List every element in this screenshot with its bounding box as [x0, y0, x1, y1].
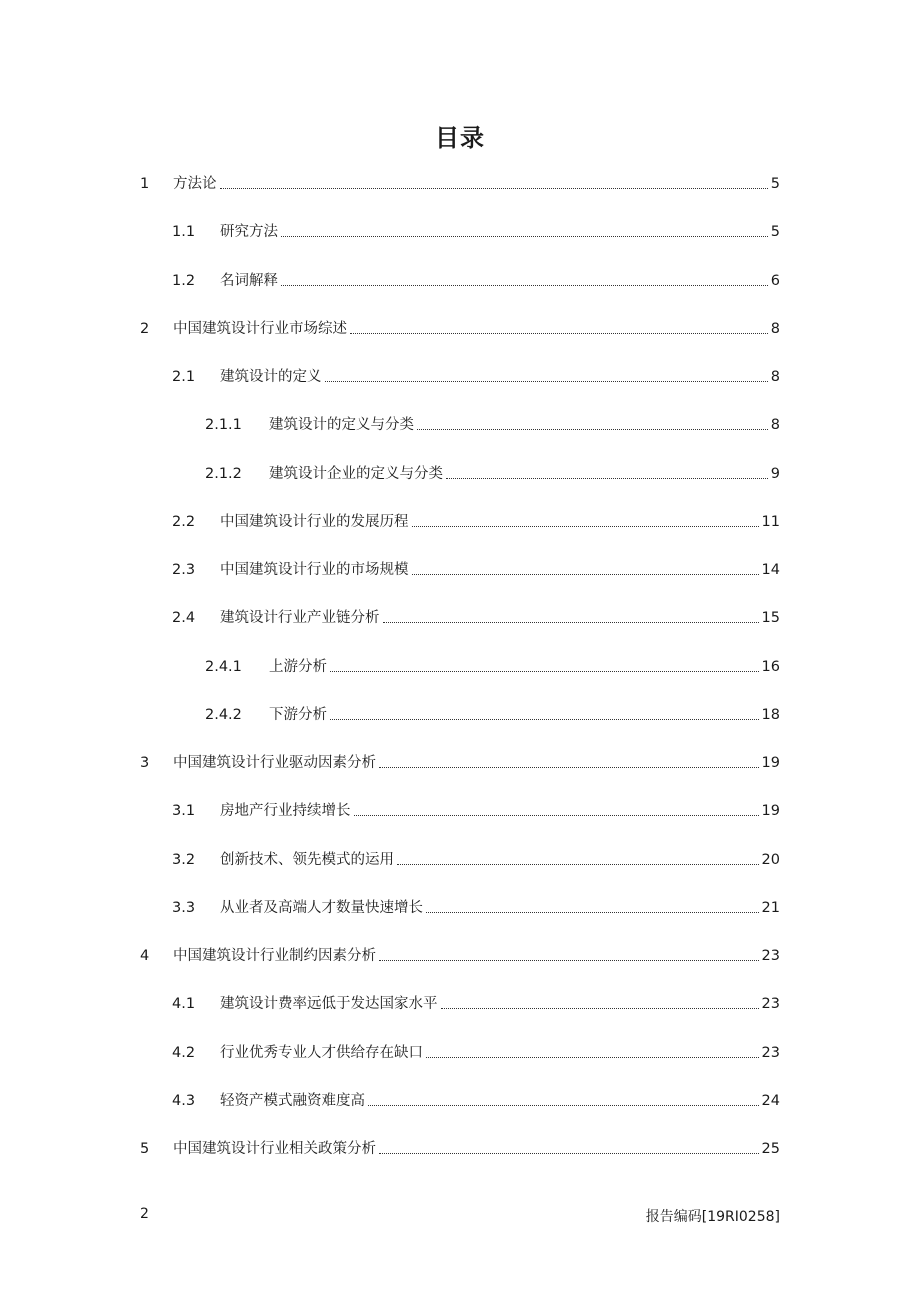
toc-entry[interactable]: [205, 705, 780, 725]
dot-leader: [412, 526, 759, 527]
toc-entry[interactable]: [140, 1139, 780, 1159]
toc-entry-number: 2.4.1: [205, 659, 242, 675]
toc-entry-page: 25: [761, 1141, 780, 1157]
dot-leader: [354, 815, 759, 816]
toc-entry-number: 4.2: [172, 1045, 196, 1061]
toc-entry-number: 1: [140, 176, 150, 192]
toc-entry-label: 中国建筑设计行业市场综述: [173, 321, 347, 337]
dot-leader: [379, 767, 759, 768]
toc-entry-number: 5: [140, 1141, 150, 1157]
toc-entry[interactable]: [140, 319, 780, 339]
dot-leader: [368, 1105, 759, 1106]
toc-entry-page: 23: [761, 1045, 780, 1061]
toc-entry[interactable]: [205, 415, 780, 435]
toc-entry-number: 4.1: [172, 996, 196, 1012]
toc-entry[interactable]: [172, 994, 780, 1014]
toc-entry-page: 5: [770, 176, 780, 192]
toc-entry-label: 中国建筑设计行业驱动因素分析: [173, 755, 376, 771]
dot-leader: [397, 864, 759, 865]
toc-entry-label: 行业优秀专业人才供给存在缺口: [220, 1045, 423, 1061]
toc-entry-label: 上游分析: [269, 659, 327, 675]
toc-entry-page: 8: [770, 417, 780, 433]
toc-entry-number: 3.2: [172, 852, 196, 868]
toc-entry-page: 24: [761, 1093, 780, 1109]
toc-entry-label: 名词解释: [220, 273, 278, 289]
toc-entry[interactable]: [205, 657, 780, 677]
toc-entry-page: 9: [770, 466, 780, 482]
toc-entry-page: 20: [761, 852, 780, 868]
toc-entry-number: 2.1.1: [205, 417, 242, 433]
toc-entry-number: 2.4: [172, 610, 196, 626]
dot-leader: [325, 381, 768, 382]
dot-leader: [379, 960, 759, 961]
toc-entry-number: 2.3: [172, 562, 196, 578]
toc-entry-label: 下游分析: [269, 707, 327, 723]
toc-entry-label: 研究方法: [220, 224, 278, 240]
toc-entry[interactable]: [172, 801, 780, 821]
toc-entry[interactable]: [172, 271, 780, 291]
toc-entry-page: 19: [761, 803, 780, 819]
toc-entry-page: 23: [761, 996, 780, 1012]
dot-leader: [383, 622, 759, 623]
dot-leader: [441, 1008, 759, 1009]
toc-entry-page: 16: [761, 659, 780, 675]
toc-entry-label: 中国建筑设计行业制约因素分析: [173, 948, 376, 964]
page-number: 2: [140, 1206, 149, 1222]
toc-entry-page: 15: [761, 610, 780, 626]
toc-entry[interactable]: [172, 608, 780, 628]
toc-entry-number: 2.1: [172, 369, 196, 385]
toc-entry-number: 2: [140, 321, 150, 337]
toc-entry-label: 房地产行业持续增长: [220, 803, 351, 819]
toc-entry-number: 1.1: [172, 224, 196, 240]
dot-leader: [412, 574, 759, 575]
toc-entry[interactable]: [140, 174, 780, 194]
dot-leader: [350, 333, 768, 334]
toc-entry-page: 8: [770, 369, 780, 385]
toc-entry-number: 2.2: [172, 514, 196, 530]
dot-leader: [426, 1057, 759, 1058]
toc-entry-page: 21: [761, 900, 780, 916]
toc-entry-label: 建筑设计行业产业链分析: [220, 610, 380, 626]
toc-entry-number: 2.4.2: [205, 707, 242, 723]
toc-entry-label: 从业者及高端人才数量快速增长: [220, 900, 423, 916]
toc-entry[interactable]: [172, 1091, 780, 1111]
toc-entry-label: 创新技术、领先模式的运用: [220, 852, 394, 868]
dot-leader: [330, 671, 759, 672]
toc-entry-page: 6: [770, 273, 780, 289]
toc-entry-number: 3.3: [172, 900, 196, 916]
toc-entry[interactable]: [172, 1043, 780, 1063]
toc-entry-label: 方法论: [173, 176, 217, 192]
toc-entry-label: 轻资产模式融资难度高: [220, 1093, 365, 1109]
toc-entry-number: 2.1.2: [205, 466, 242, 482]
toc-entry-number: 1.2: [172, 273, 196, 289]
toc-entry-page: 5: [770, 224, 780, 240]
dot-leader: [220, 188, 768, 189]
toc-entry-number: 3.1: [172, 803, 196, 819]
toc-entry[interactable]: [140, 946, 780, 966]
toc-entry-number: 4.3: [172, 1093, 196, 1109]
toc-entry-page: 19: [761, 755, 780, 771]
toc-entry[interactable]: [205, 464, 780, 484]
dot-leader: [281, 285, 768, 286]
toc-entry-label: 建筑设计企业的定义与分类: [269, 466, 443, 482]
toc-entry-page: 23: [761, 948, 780, 964]
toc-entry[interactable]: [140, 753, 780, 773]
toc-entry[interactable]: [172, 898, 780, 918]
dot-leader: [281, 236, 768, 237]
toc-entry-page: 8: [770, 321, 780, 337]
toc-entry[interactable]: [172, 560, 780, 580]
toc-entry-label: 中国建筑设计行业的发展历程: [220, 514, 409, 530]
toc-entry-number: 4: [140, 948, 150, 964]
toc-title: 目录: [435, 124, 485, 152]
toc-entry-page: 14: [761, 562, 780, 578]
toc-entry[interactable]: [172, 222, 780, 242]
report-code: 报告编码[19RI0258]: [645, 1209, 780, 1225]
dot-leader: [446, 478, 768, 479]
toc-entry-page: 18: [761, 707, 780, 723]
dot-leader: [417, 429, 768, 430]
toc-entry-number: 3: [140, 755, 150, 771]
dot-leader: [426, 912, 759, 913]
toc-entry[interactable]: [172, 512, 780, 532]
toc-entry[interactable]: [172, 367, 780, 387]
toc-entry-label: 中国建筑设计行业相关政策分析: [173, 1141, 376, 1157]
dot-leader: [379, 1153, 759, 1154]
toc-entry-label: 建筑设计的定义与分类: [269, 417, 414, 433]
toc-entry[interactable]: [172, 850, 780, 870]
toc-entry-label: 中国建筑设计行业的市场规模: [220, 562, 409, 578]
toc-entry-label: 建筑设计费率远低于发达国家水平: [220, 996, 438, 1012]
toc-entry-label: 建筑设计的定义: [220, 369, 322, 385]
dot-leader: [330, 719, 759, 720]
toc-entry-page: 11: [761, 514, 780, 530]
